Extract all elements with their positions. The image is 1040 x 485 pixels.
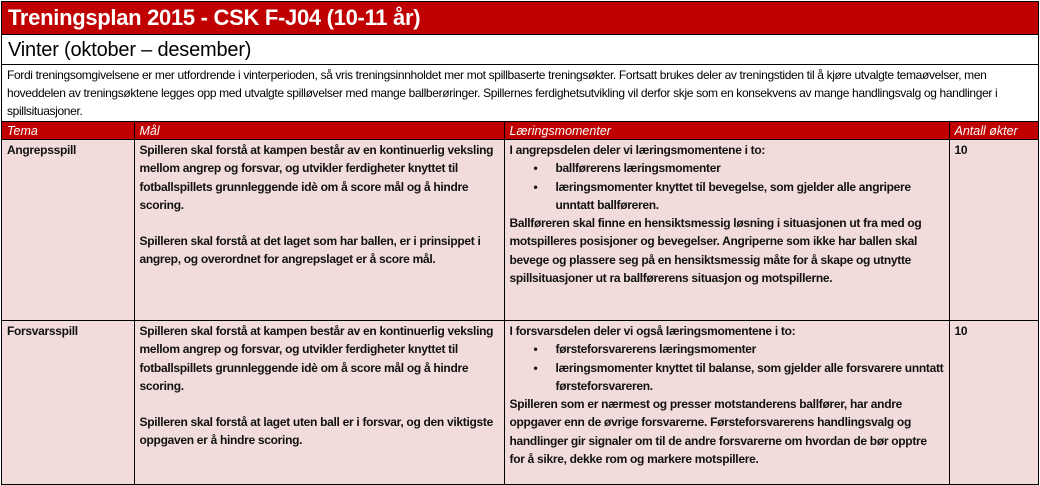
header-maal: Mål [134, 122, 504, 140]
learning-text: Spilleren som er nærmest og presser motstanderens ballfører, har andre oppgaver enn de øvrige forsvarerne. Førsteforsvarerens handlingsvalg og handlinger gir signaler om til de andre forsvarerne om hvordan de bør opptre for å sikre, dekke rom og markere motspillere. [509, 397, 927, 467]
goal-paragraph: Spilleren skal forstå at kampen består av en kontinuerlig veksling mellom angrep og forsvar, og utvikler ferdigheter knyttet til fotballspillets grunnleggende idè om å score mål og å hindre scoring. [139, 324, 494, 393]
plan-table [2, 122, 1038, 484]
period-intro: Fordi treningsomgivelsene er mer utfordrende i vinterperioden, så vris treningsinnholdet mer mot spillbaserte treningsøkter. Fortsatt brukes deler av treningstiden til å kjøre utvalgte temaøvelser, men hoveddelen av treningsøktene legges opp med utvalgte spilløvelser med mange ballberøringer. Spillernes ferdighetsutvikling vil derfor skje som en konsekvens av mange handlingsvalg og handlinger i spillsituasjoner. [2, 65, 1038, 122]
cell-laeringsmomenter [504, 321, 949, 485]
list-item: • førsteforsvarerens læringsmomenter [556, 340, 944, 358]
learning-intro: I forsvarsdelen deler vi også læringsmomentene i to: [509, 324, 796, 338]
cell-maal [134, 321, 504, 485]
header-laeringsmomenter: Læringsmomenter [504, 122, 949, 140]
goal-paragraph: Spilleren skal forstå at kampen består av en kontinuerlig veksling mellom angrep og forsvar, og utvikler ferdigheter knyttet til fotballspillets grunnleggende idè om å score mål og å hindre scoring. [139, 143, 494, 212]
learning-text: Ballføreren skal finne en hensiktsmessig løsning i situasjonen ut fra med og motspilleres posisjoner og bevegelser. Angriperne som ikke har ballen skal bevege og plassere seg på en hensiktsmessig måte for å skape og utnytte spillsituasjoner ut ra ballførerens situasjon og motspillerne. [509, 216, 922, 286]
cell-laeringsmomenter [504, 140, 949, 321]
cell-tema: Forsvarsspill [2, 321, 134, 485]
goal-paragraph: Spilleren skal forstå at det laget som har ballen, er i prinsippet i angrep, og overordnet for angrepslaget er å score mål. [139, 234, 481, 267]
period-heading: Vinter (oktober – desember) [2, 35, 1038, 65]
learning-list [510, 340, 944, 395]
table-header-row [2, 122, 1038, 140]
learning-list [510, 159, 944, 214]
table-row [2, 321, 1038, 485]
table-row [2, 140, 1038, 321]
goal-paragraph: Spilleren skal forstå at laget uten ball er i forsvar, og den viktigste oppgaven er å hindre scoring. [139, 415, 493, 448]
list-item: • læringsmomenter knyttet til bevegelse, som gjelder alle angripere unntatt ballføreren. [556, 178, 944, 215]
header-antall-okter: Antall økter [949, 122, 1038, 140]
cell-antall: 10 [949, 321, 1038, 485]
list-item: • læringsmomenter knyttet til balanse, som gjelder alle forsvarere unntatt førsteforsvareren. [556, 359, 944, 396]
cell-antall: 10 [949, 140, 1038, 321]
header-tema: Tema [2, 122, 134, 140]
cell-tema: Angrepsspill [2, 140, 134, 321]
list-item: • ballførerens læringsmomenter [556, 159, 944, 177]
training-plan-document [1, 1, 1039, 485]
learning-intro: I angrepsdelen deler vi læringsmomentene i to: [509, 143, 766, 157]
cell-maal [134, 140, 504, 321]
document-title: Treningsplan 2015 - CSK F-J04 (10-11 år) [2, 2, 1038, 35]
